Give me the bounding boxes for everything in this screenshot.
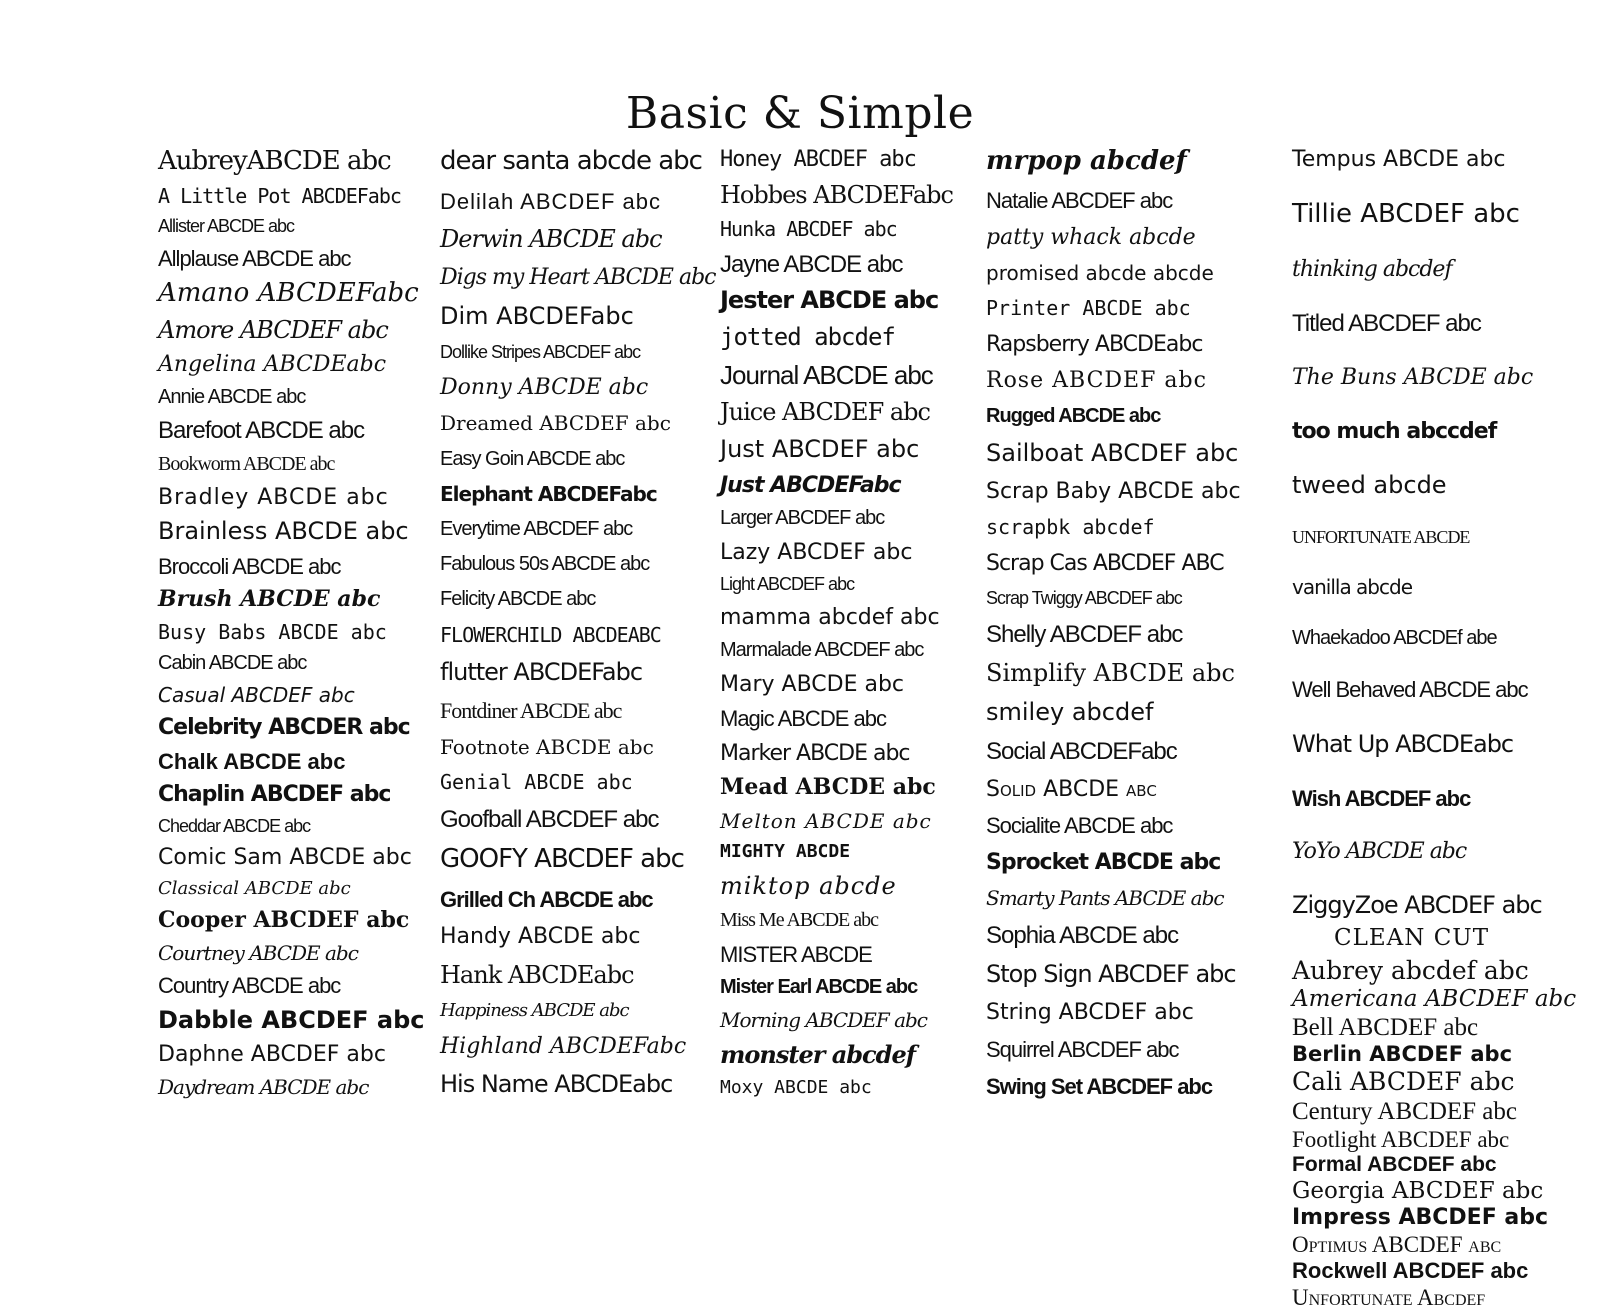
- font-sample: Everytime ABCDEF abc: [440, 518, 633, 541]
- font-sample: flutter ABCDEFabc: [440, 657, 643, 686]
- font-sample: Allplause ABCDE abc: [158, 245, 351, 271]
- font-sample: Miss Me ABCDE abc: [720, 909, 878, 932]
- font-sample: Busy Babs ABCDE abc: [158, 619, 387, 644]
- font-sample: Rockwell ABCDEF abc: [1292, 1258, 1529, 1284]
- font-sample: Donny ABCDE abc: [440, 375, 649, 401]
- font-sample: too much abccdef: [1292, 418, 1497, 444]
- font-sample: Goofball ABCDEF abc: [440, 806, 659, 834]
- font-sample: UNFORTUNATE ABCDE: [1292, 526, 1470, 547]
- font-sample: Mary ABCDE abc: [720, 671, 905, 697]
- font-sample: Unfortunate Abcdef: [1292, 1285, 1486, 1311]
- font-sample: Classical ABCDE abc: [158, 877, 351, 899]
- font-sample: Morning ABCDEF abc: [720, 1007, 928, 1032]
- font-sample: Delilah ABCDEF abc: [440, 188, 661, 214]
- font-sample: Cali ABCDEF abc: [1292, 1067, 1515, 1097]
- font-sample: Cabin ABCDE abc: [158, 652, 307, 675]
- font-sample: Brainless ABCDE abc: [158, 517, 409, 546]
- font-sample: ZiggyZoe ABCDEF abc: [1292, 890, 1542, 919]
- font-sample: Journal ABCDE abc: [720, 359, 933, 390]
- font-sample: Social ABCDEFabc: [986, 737, 1177, 765]
- font-sample: Jayne ABCDE abc: [720, 250, 903, 278]
- font-sample: Scrap Baby ABCDE abc: [986, 479, 1241, 505]
- font-sample: smiley abcdef: [986, 697, 1154, 726]
- font-sample: Comic Sam ABCDE abc: [158, 845, 412, 871]
- font-sample: Honey ABCDEF abc: [720, 147, 916, 172]
- font-sample: Angelina ABCDEabc: [158, 352, 387, 378]
- font-sample: Lazy ABCDEF abc: [720, 539, 913, 565]
- font-sample: Shelly ABCDEF abc: [986, 620, 1183, 648]
- font-sample: Amano ABCDEFabc: [158, 278, 419, 309]
- font-sample: mamma abcdef abc: [720, 604, 940, 630]
- page-title: Basic & Simple: [625, 88, 975, 139]
- font-sample: Barefoot ABCDE abc: [158, 417, 365, 445]
- font-sample: Tillie ABCDEF abc: [1292, 199, 1520, 230]
- font-sample: Smarty Pants ABCDE abc: [986, 886, 1224, 911]
- font-sample: MISTER ABCDE: [720, 941, 872, 967]
- font-sample: Allister ABCDE abc: [158, 216, 295, 237]
- font-sample: thinking abcdef: [1292, 257, 1452, 283]
- font-sample: Whaekadoo ABCDEf abe: [1292, 626, 1497, 649]
- font-sample: What Up ABCDEabc: [1292, 729, 1514, 758]
- font-sample: Melton ABCDE abc: [720, 808, 932, 833]
- font-sample: Natalie ABCDEF abc: [986, 188, 1173, 214]
- font-sample: Formal ABCDEF abc: [1292, 1153, 1497, 1177]
- font-sample: Elephant ABCDEFabc: [440, 481, 657, 506]
- font-sample: Light ABCDEF abc: [720, 574, 855, 595]
- font-sample: Swing Set ABCDEF abc: [986, 1073, 1213, 1099]
- font-sample: promised abcde abcde: [986, 260, 1214, 285]
- font-sample: Printer ABCDE abc: [986, 295, 1191, 320]
- font-sample: Impress ABCDEF abc: [1292, 1205, 1549, 1231]
- font-sample: Mead ABCDE abc: [720, 774, 936, 801]
- font-sample: monster abcdef: [720, 1040, 916, 1070]
- font-sample: Rose ABCDEF abc: [986, 368, 1207, 394]
- font-sample: Just ABCDEFabc: [720, 472, 901, 498]
- font-sample: Footlight ABCDEF abc: [1292, 1127, 1510, 1153]
- font-sample: Americana ABCDEF abc: [1292, 985, 1577, 1012]
- font-sample: tweed abcde: [1292, 470, 1447, 499]
- font-column-4: [986, 148, 1276, 1098]
- font-sample: Well Behaved ABCDE abc: [1292, 677, 1528, 703]
- font-sample: Larger ABCDEF abc: [720, 507, 885, 530]
- font-sample: patty whack abcde: [986, 225, 1196, 251]
- font-sample: miktop abcde: [720, 871, 897, 900]
- font-sample: String ABCDEF abc: [986, 1000, 1194, 1026]
- font-sample: scrapbk abcdef: [986, 515, 1155, 540]
- font-sample: Cooper ABCDEF abc: [158, 907, 410, 934]
- font-sample: Bookworm ABCDE abc: [158, 453, 335, 476]
- font-sample: FLOWERCHILD ABCDEABC: [440, 622, 661, 647]
- section-heading: CLEAN CUT: [1334, 925, 1490, 951]
- font-sample: Sprocket ABCDE abc: [986, 850, 1221, 876]
- font-sample: Hank ABCDEabc: [440, 960, 634, 989]
- font-sample: Stop Sign ABCDEF abc: [986, 960, 1236, 989]
- font-sample: Tempus ABCDE abc: [1292, 147, 1506, 172]
- font-sample: Juice ABCDEF abc: [720, 398, 930, 427]
- font-sample: The Buns ABCDE abc: [1292, 365, 1534, 391]
- font-sample: Celebrity ABCDER abc: [158, 715, 410, 741]
- font-sample: Just ABCDEF abc: [720, 435, 920, 464]
- font-sample: Dabble ABCDEF abc: [158, 1005, 425, 1034]
- font-sample: Cheddar ABCDE abc: [158, 815, 311, 836]
- font-sample: Rapsberry ABCDEabc: [986, 331, 1203, 357]
- font-sample: Scrap Cas ABCDEF ABC: [986, 550, 1224, 576]
- font-sample: dear santa abcde abc: [440, 146, 702, 176]
- font-sample: Socialite ABCDE abc: [986, 813, 1173, 839]
- font-sample: mrpop abcdef: [986, 146, 1187, 176]
- font-column-3: [720, 148, 985, 1098]
- font-sample: Fabulous 50s ABCDE abc: [440, 553, 650, 576]
- font-sample: Simplify ABCDE abc: [986, 658, 1235, 687]
- font-sample: Grilled Ch ABCDE abc: [440, 886, 653, 912]
- font-sample: AubreyABCDE abc: [158, 146, 391, 176]
- font-sample: Sophia ABCDE abc: [986, 922, 1179, 950]
- font-sample: Scrap Twiggy ABCDEF abc: [986, 587, 1182, 608]
- font-sample: Broccoli ABCDE abc: [158, 553, 341, 579]
- font-sample: Dollike Stripes ABCDEF abc: [440, 341, 641, 362]
- font-sample: MIGHTY ABCDE: [720, 841, 851, 863]
- font-sample: Brush ABCDE abc: [158, 586, 381, 613]
- font-sample: vanilla abcde: [1292, 574, 1412, 599]
- font-sample: Digs my Heart ABCDE abc: [440, 265, 716, 291]
- font-sample: Casual ABCDEF abc: [158, 682, 355, 707]
- font-sample: Country ABCDE abc: [158, 973, 341, 999]
- font-sample: Solid ABCDE abc: [986, 776, 1157, 802]
- font-sample: Marmalade ABCDEF abc: [720, 639, 924, 662]
- font-sample: Wish ABCDEF abc: [1292, 785, 1471, 811]
- font-sample: Marker ABCDE abc: [720, 740, 910, 766]
- font-sample: Titled ABCDEF abc: [1292, 310, 1481, 338]
- font-sample: Squirrel ABCDEF abc: [986, 1036, 1179, 1062]
- font-sample: Bradley ABCDE abc: [158, 484, 389, 510]
- font-sample: Chaplin ABCDEF abc: [158, 782, 391, 808]
- font-sample: GOOFY ABCDEF abc: [440, 844, 684, 875]
- font-sample: Footnote ABCDE abc: [440, 734, 654, 759]
- font-sample: Derwin ABCDE abc: [440, 224, 662, 253]
- font-sample: Genial ABCDE abc: [440, 769, 633, 794]
- font-sample: Jester ABCDE abc: [720, 286, 939, 315]
- font-column-5: [1292, 148, 1592, 918]
- font-sample: Felicity ABCDE abc: [440, 588, 596, 611]
- font-sample: His Name ABCDEabc: [440, 1070, 673, 1099]
- font-sample: Dim ABCDEFabc: [440, 301, 634, 330]
- font-sample: Georgia ABCDEF abc: [1292, 1177, 1544, 1204]
- font-sample: Hunka ABCDEF abc: [720, 217, 897, 242]
- font-column-2: [440, 148, 720, 1098]
- font-sample: Hobbes ABCDEFabc: [720, 180, 953, 209]
- font-sample: Bell ABCDEF abc: [1292, 1013, 1479, 1041]
- font-sample: Aubrey abcdef abc: [1292, 956, 1529, 986]
- font-column-1: [158, 148, 428, 1098]
- font-sample: jotted abcdef: [720, 323, 895, 351]
- font-sample: Chalk ABCDE abc: [158, 748, 346, 774]
- clean-cut-section: [1292, 925, 1592, 1311]
- font-sample: Amore ABCDEF abc: [158, 315, 388, 344]
- font-sample: A Little Pot ABCDEFabc: [158, 183, 401, 208]
- font-sample: Rugged ABCDE abc: [986, 405, 1161, 428]
- font-sample: Moxy ABCDE abc: [720, 1077, 872, 1099]
- font-sample: Happiness ABCDE abc: [440, 1000, 629, 1022]
- font-sample: Sailboat ABCDEF abc: [986, 439, 1239, 468]
- font-sample: Berlin ABCDEF abc: [1292, 1042, 1513, 1067]
- font-sample: Courtney ABCDE abc: [158, 940, 358, 965]
- font-sample: Optimus ABCDEF abc: [1292, 1231, 1502, 1257]
- font-sample: Highland ABCDEFabc: [440, 1034, 687, 1060]
- font-sample: YoYo ABCDE abc: [1292, 838, 1467, 864]
- font-sample: Mister Earl ABCDE abc: [720, 976, 918, 999]
- font-sample: Magic ABCDE abc: [720, 706, 886, 732]
- font-sample: Annie ABCDE abc: [158, 386, 306, 409]
- font-sample: Handy ABCDE abc: [440, 924, 641, 950]
- font-sample: Century ABCDEF abc: [1292, 1097, 1517, 1125]
- font-sample: Easy Goin ABCDE abc: [440, 447, 625, 470]
- font-sample: Daydream ABCDE abc: [158, 1074, 369, 1099]
- font-sample: Dreamed ABCDEF abc: [440, 411, 671, 436]
- font-sample: Daphne ABCDEF abc: [158, 1042, 386, 1068]
- font-sample: Fontdiner ABCDE abc: [440, 698, 622, 724]
